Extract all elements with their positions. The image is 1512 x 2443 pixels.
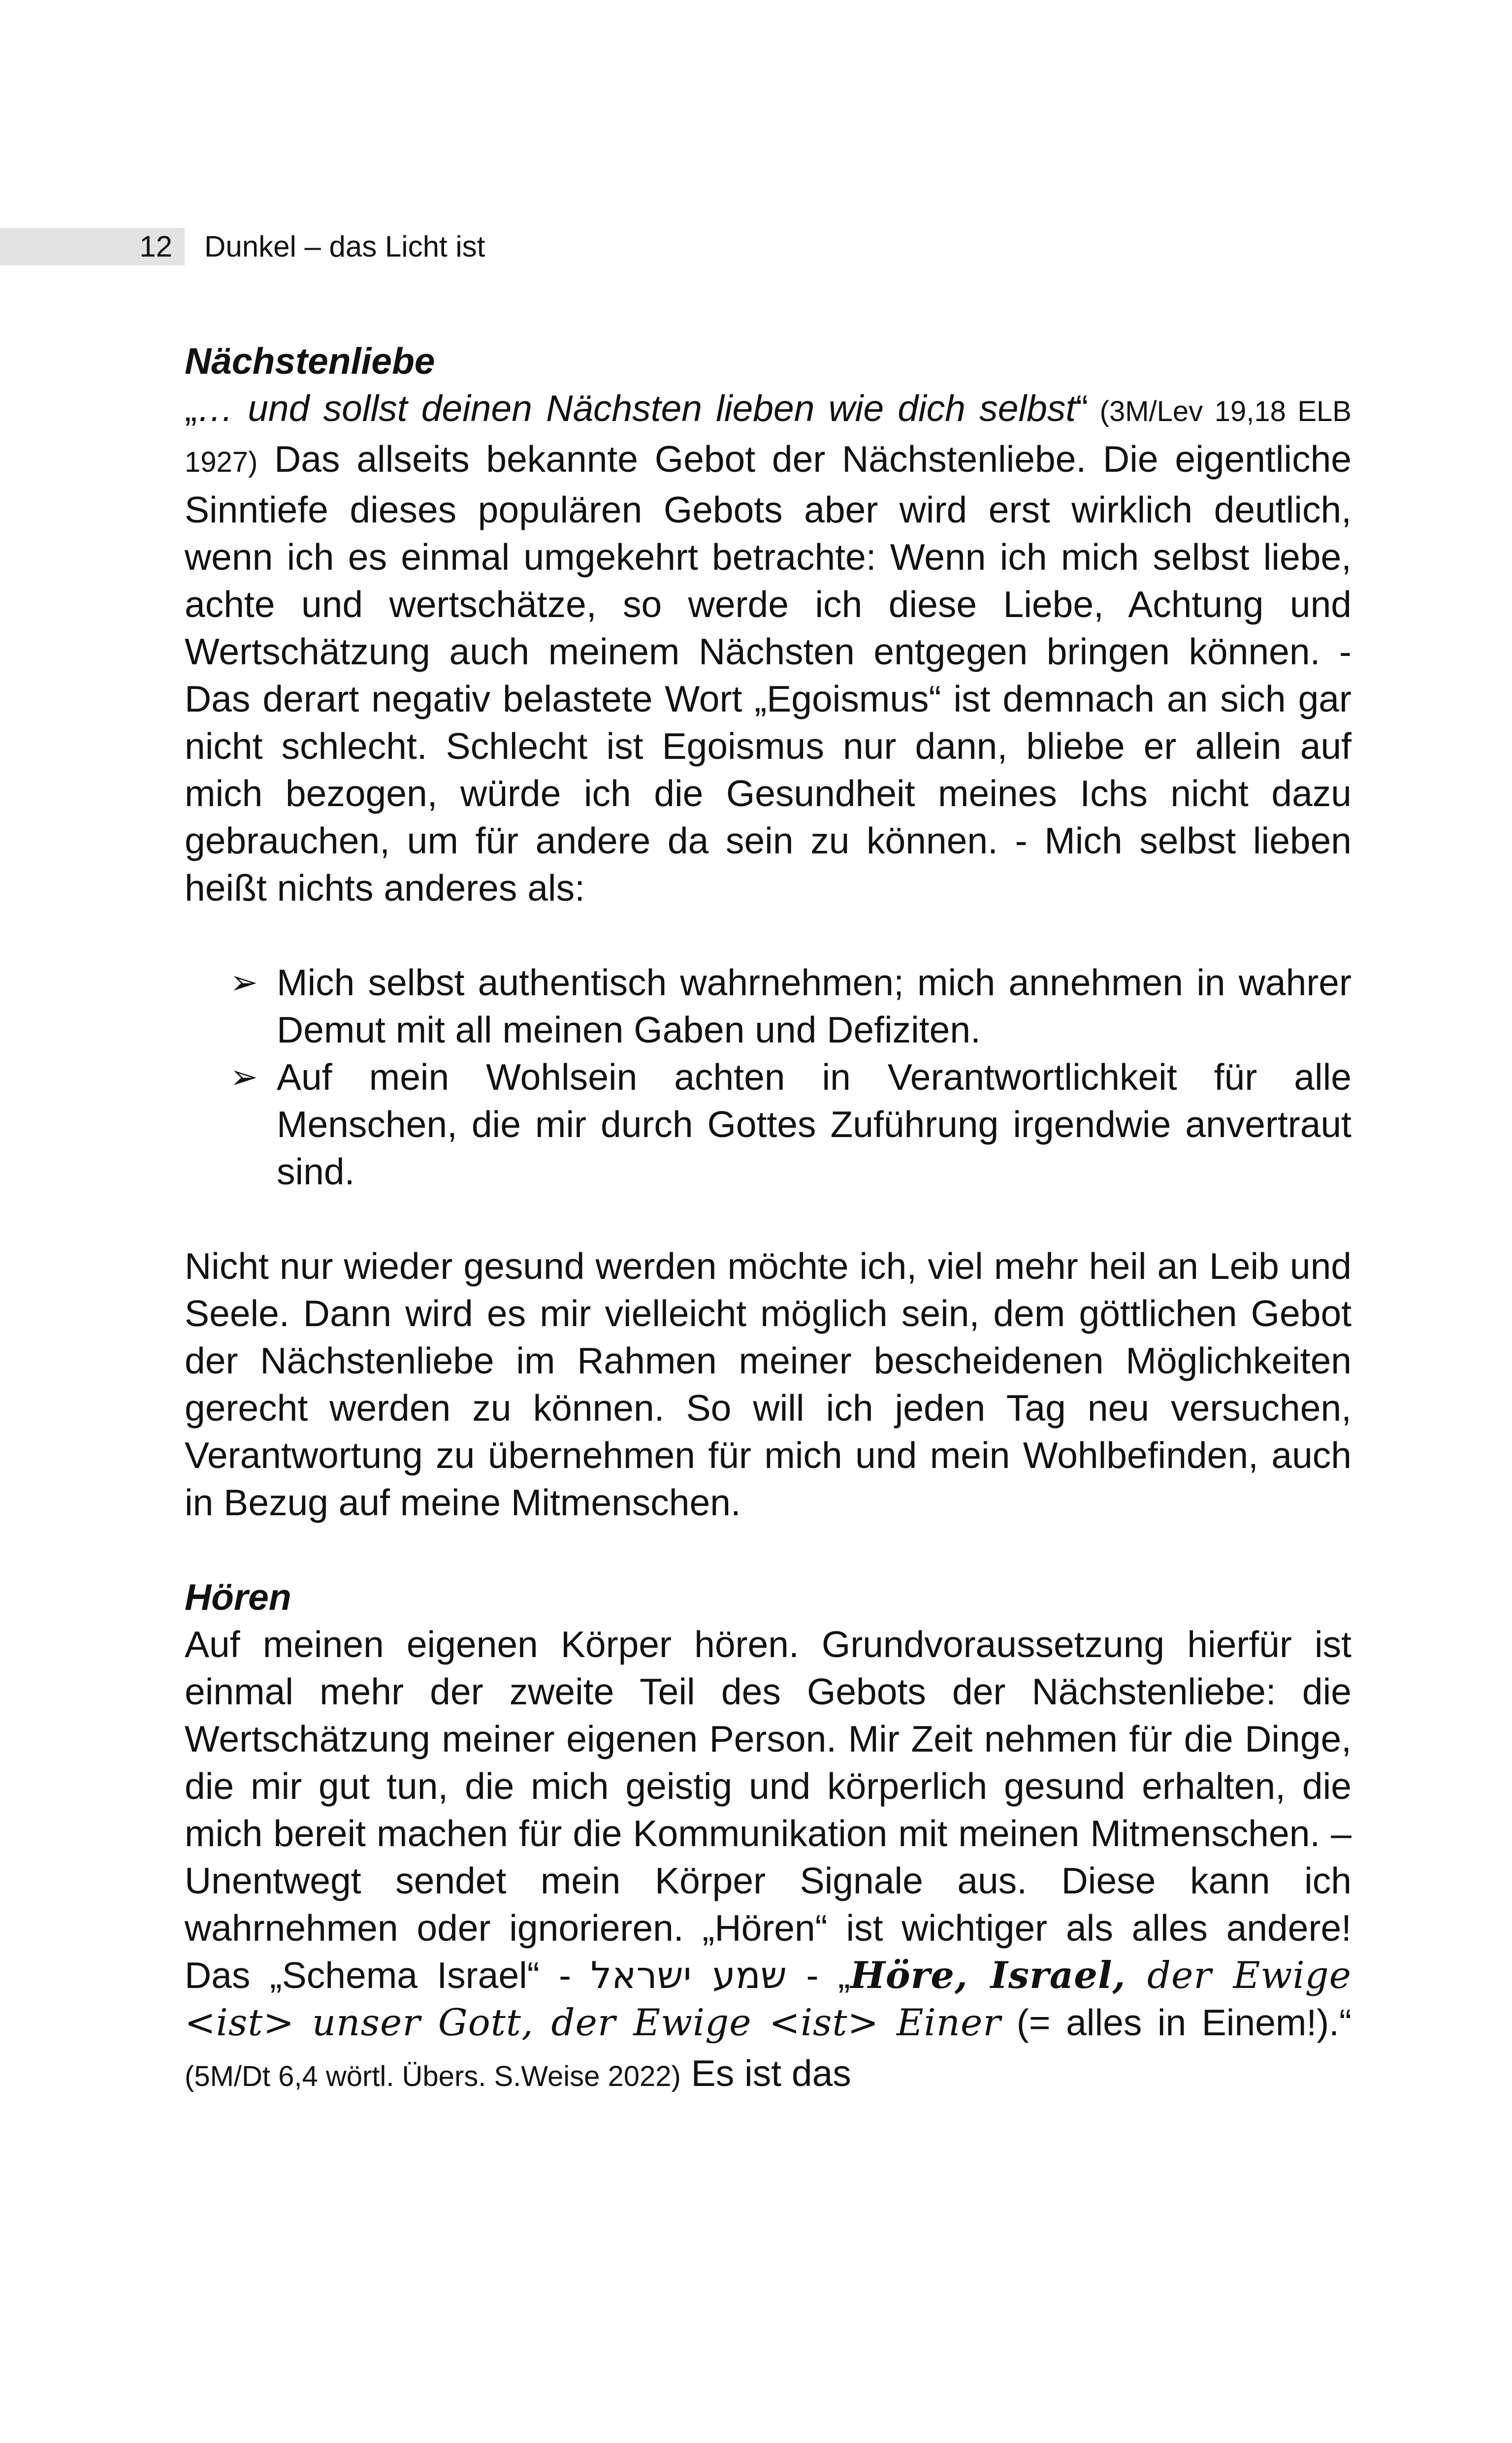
paragraph-naechstenliebe-intro xyxy=(185,385,1351,912)
page-number: 12 xyxy=(139,230,172,263)
paragraph-text: Das allseits bekannte Gebot der Nächstenliebe. Die eigentliche Sinntiefe dieses populären Gebots aber wird erst wirklich deutlich, wenn ich es einmal umgekehrt betrachte: Wenn ich mich selbst liebe, achte und wertschätze, so werde ich diese Liebe, Achtung und Wertschätzung auch meinem Nächsten entgegen bringen können. - Das derart negativ belastete Wort „Egoismus“ ist demnach an sich gar nicht schlecht. Schlecht ist Egoismus nur dann, bliebe er allein auf mich bezogen, würde ich die Gesundheit meines Ichs nicht dazu gebrauchen, um für andere da sein zu können. - Mich selbst lieben heißt nichts anderes als: xyxy=(185,438,1351,909)
handwritten-quote: der Ewige <ist> unser Gott, der Ewige <ist> Einer xyxy=(185,1954,1351,2044)
quote-source: (5M/Dt 6,4 wörtl. Übers. S.Weise 2022) xyxy=(185,2060,681,2092)
paragraph-hoeren xyxy=(185,1621,1351,2100)
page-body xyxy=(185,337,1351,2100)
hebrew-text: שמע ישראל xyxy=(590,1954,787,1997)
paragraph-naechstenliebe-conclusion: Nicht nur wieder gesund werden möchte ich, viel mehr heil an Leib und Seele. Dann wird es mir vielleicht möglich sein, dem göttlichen Gebot der Nächstenliebe im Rahmen meiner bescheidenen Möglichkeiten gerecht werden zu können. So will ich jeden Tag neu versuchen, Verantwortung zu übernehmen für mich und mein Wohlbefinden, auch in Bezug auf meine Mitmenschen. xyxy=(185,1245,1351,1523)
list-item-text: Mich selbst authentisch wahrnehmen; mich annehmen in wahrer Demut mit all meinen Gaben und Defiziten. xyxy=(277,962,1351,1050)
paragraph-tail: Es ist das xyxy=(680,2052,851,2094)
section-heading-hoeren: Hören xyxy=(185,1576,291,1618)
quote-open-mark: „ xyxy=(837,1954,850,1996)
bible-quote: … und sollst deinen Nächsten lieben wie dich selbst xyxy=(196,388,1076,429)
quote-parenthetical: (= alles in Einem!).“ xyxy=(1001,2002,1351,2043)
dash-separator: - xyxy=(787,1954,838,1996)
section-heading-naechstenliebe: Nächstenliebe xyxy=(185,340,435,382)
arrow-bullet-icon: ➢ xyxy=(230,964,258,1001)
list-item xyxy=(185,959,1351,1053)
arrow-bullet-icon: ➢ xyxy=(230,1058,258,1096)
list-item-text: Auf mein Wohlsein achten in Verantwortlichkeit für alle Menschen, die mir durch Gottes Zuführung irgendwie anvertraut sind. xyxy=(277,1056,1351,1192)
running-title: Dunkel – das Licht ist xyxy=(204,230,485,263)
list-item xyxy=(185,1053,1351,1195)
bullet-list xyxy=(185,959,1351,1195)
quote-open-mark: „ xyxy=(185,388,197,429)
quote-close-mark: “ xyxy=(1076,388,1089,429)
handwritten-quote-bold: Höre, Israel, xyxy=(850,1954,1126,1997)
quote-source: (3M/Lev 19,18 ELB 1927) xyxy=(185,395,1351,478)
paragraph-text: Auf meinen eigenen Körper hören. Grundvoraussetzung hierfür ist einmal mehr der zweite Teil des Gebots der Nächstenliebe: die Wertschätzung meiner eigenen Person. Mir Zeit nehmen für die Dinge, die mir gut tun, die mich geistig und körperlich gesund erhalten, die mich bereit machen für die Kommunikation mit meinen Mitmenschen. – Unentwegt sendet mein Körper Signale aus. Diese kann ich wahrnehmen oder ignorieren. „Hören“ ist wichtiger als alles andere! Das „Schema Israel“ - xyxy=(185,1624,1351,1996)
